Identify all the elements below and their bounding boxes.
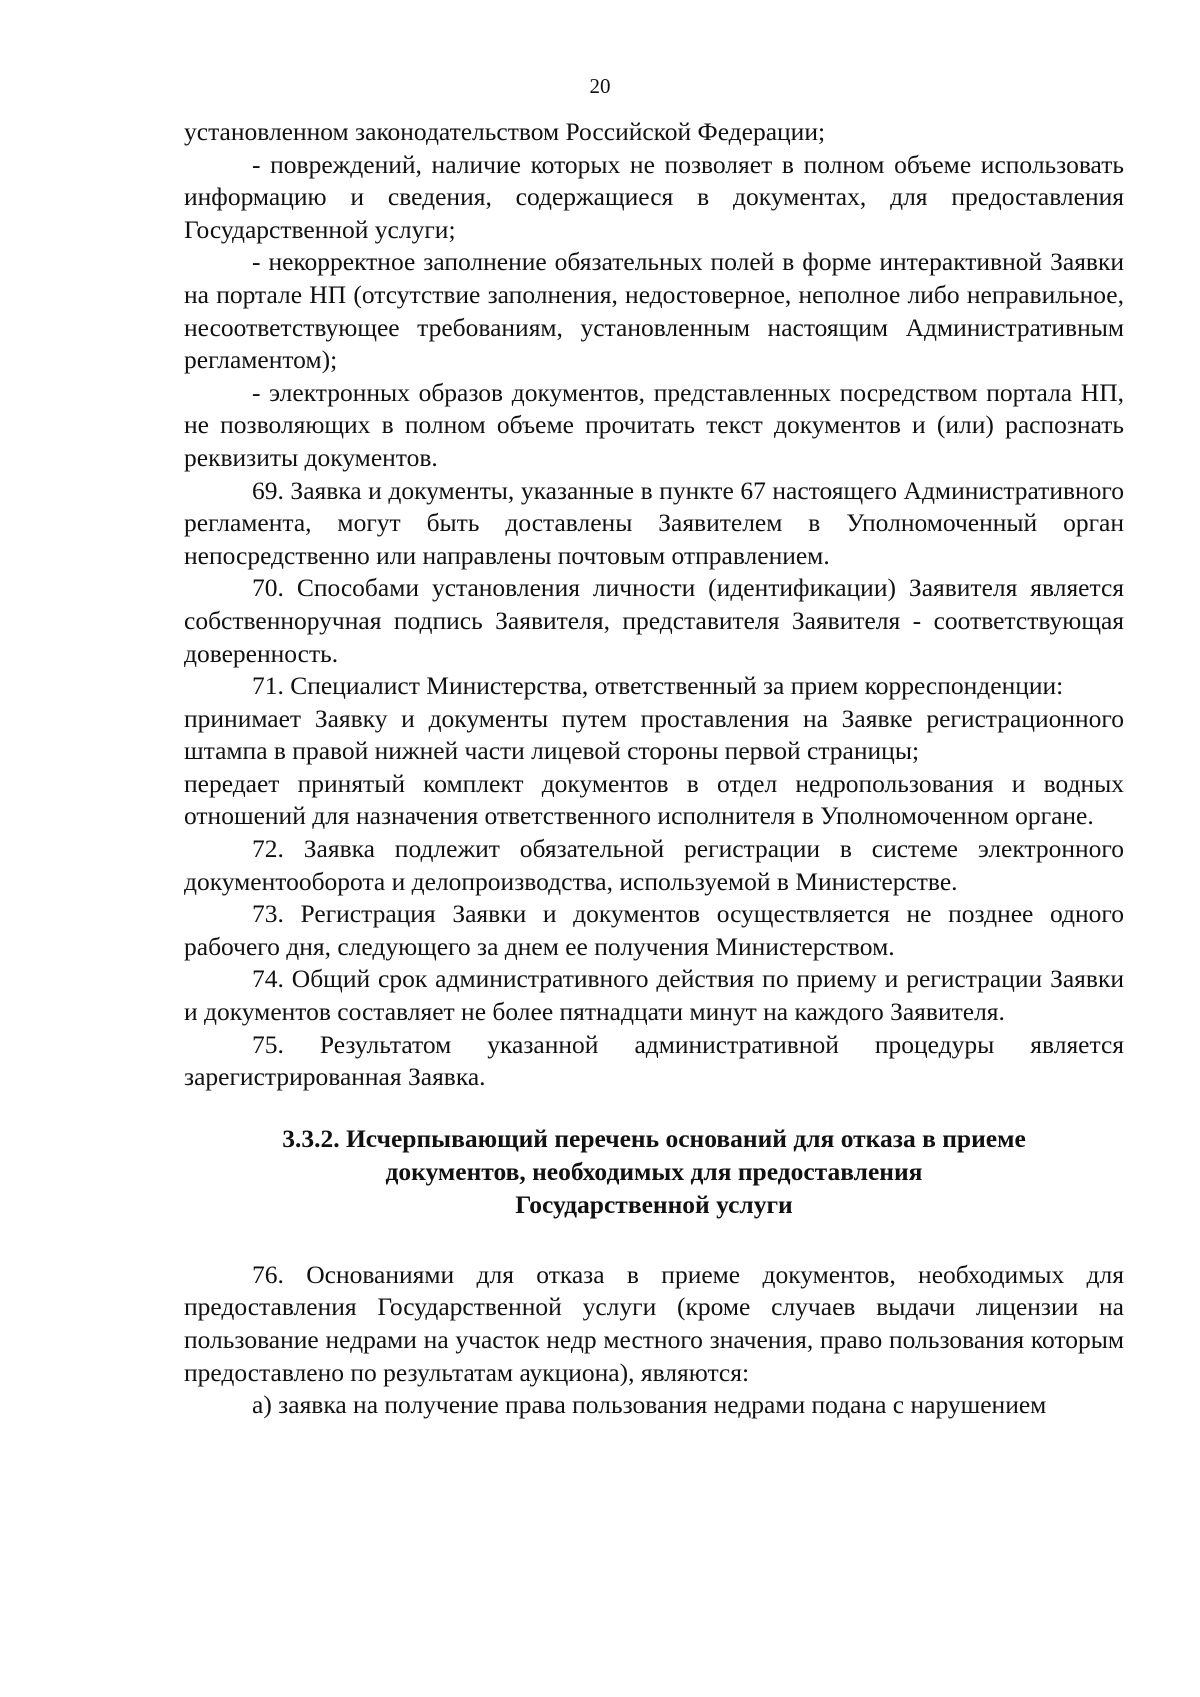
section-heading-line-2: документов, необходимых для предоставления [385, 1156, 923, 1186]
paragraph-electronic-images: - электронных образов документов, представленных посредством портала НП, не позволяющих в полном объеме прочитать текст документов и (или) распознать реквизиты документов. [184, 377, 1124, 472]
page-number: 20 [589, 74, 611, 98]
paragraph-76: 76. Основаниями для отказа в приеме документов, необходимых для предоставления Государственной услуги (кроме случаев выдачи лицензии на пользование недрами на участок недр местного значения, право пользования которым предоставлено по результатам аукциона), являются: [184, 1259, 1124, 1387]
section-heading-line-1: 3.3.2. Исчерпывающий перечень оснований для отказа в приеме [282, 1123, 1026, 1153]
paragraph-damage: - повреждений, наличие которых не позволяет в полном объеме использовать информацию и сведения, содержащиеся в документах, для предоставления Государственной услуги; [184, 149, 1124, 244]
section-heading [184, 1122, 1124, 1221]
paragraph-71-transfers: передает принятый комплект документов в отдел недропользования и водных отношений для назначения ответственного исполнителя в Уполномоченном органе. [184, 768, 1124, 831]
paragraph-71: 71. Специалист Министерства, ответственный за прием корреспонденции: [252, 671, 1064, 701]
document-body [184, 116, 1124, 1422]
paragraph-72: 72. Заявка подлежит обязательной регистрации в системе электронного документооборота и делопроизводства, используемой в Министерстве. [184, 834, 1124, 896]
paragraph-69: 69. Заявка и документы, указанные в пункте 67 настоящего Административного регламента, могут быть доставлены Заявителем в Уполномоченный орган непосредственно или направлены почтовым отправлением. [184, 475, 1124, 570]
paragraph-71-accepts: принимает Заявку и документы путем проставления на Заявке регистрационного штампа в правой нижней части лицевой стороны первой страницы; [184, 703, 1124, 766]
paragraph-incorrect-fill: - некорректное заполнение обязательных полей в форме интерактивной Заявки на портале НП (отсутствие заполнения, недостоверное, неполное либо неправильное, несоответствующее требованиям, установленным настоящим Административным регламентом); [184, 247, 1124, 375]
paragraph-continuation: установленном законодательством Российской Федерации; [184, 117, 826, 146]
paragraph-75: 75. Результатом указанной административной процедуры является зарегистрированная Заявка. [184, 1029, 1124, 1092]
section-heading-line-3: Государственной услуги [515, 1189, 793, 1219]
paragraph-74: 74. Общий срок административного действия по приему и регистрации Заявки и документов составляет не более пятнадцати минут на каждого Заявителя. [184, 964, 1124, 1027]
paragraph-70: 70. Способами установления личности (идентификации) Заявителя является собственноручная подпись Заявителя, представителя Заявителя - соответствующая доверенность. [184, 573, 1124, 668]
paragraph-73: 73. Регистрация Заявки и документов осуществляется не позднее одного рабочего дня, следующего за днем ее получения Министерством. [184, 899, 1124, 961]
paragraph-76-a: а) заявка на получение права пользования недрами подана с нарушением [252, 1390, 1047, 1420]
